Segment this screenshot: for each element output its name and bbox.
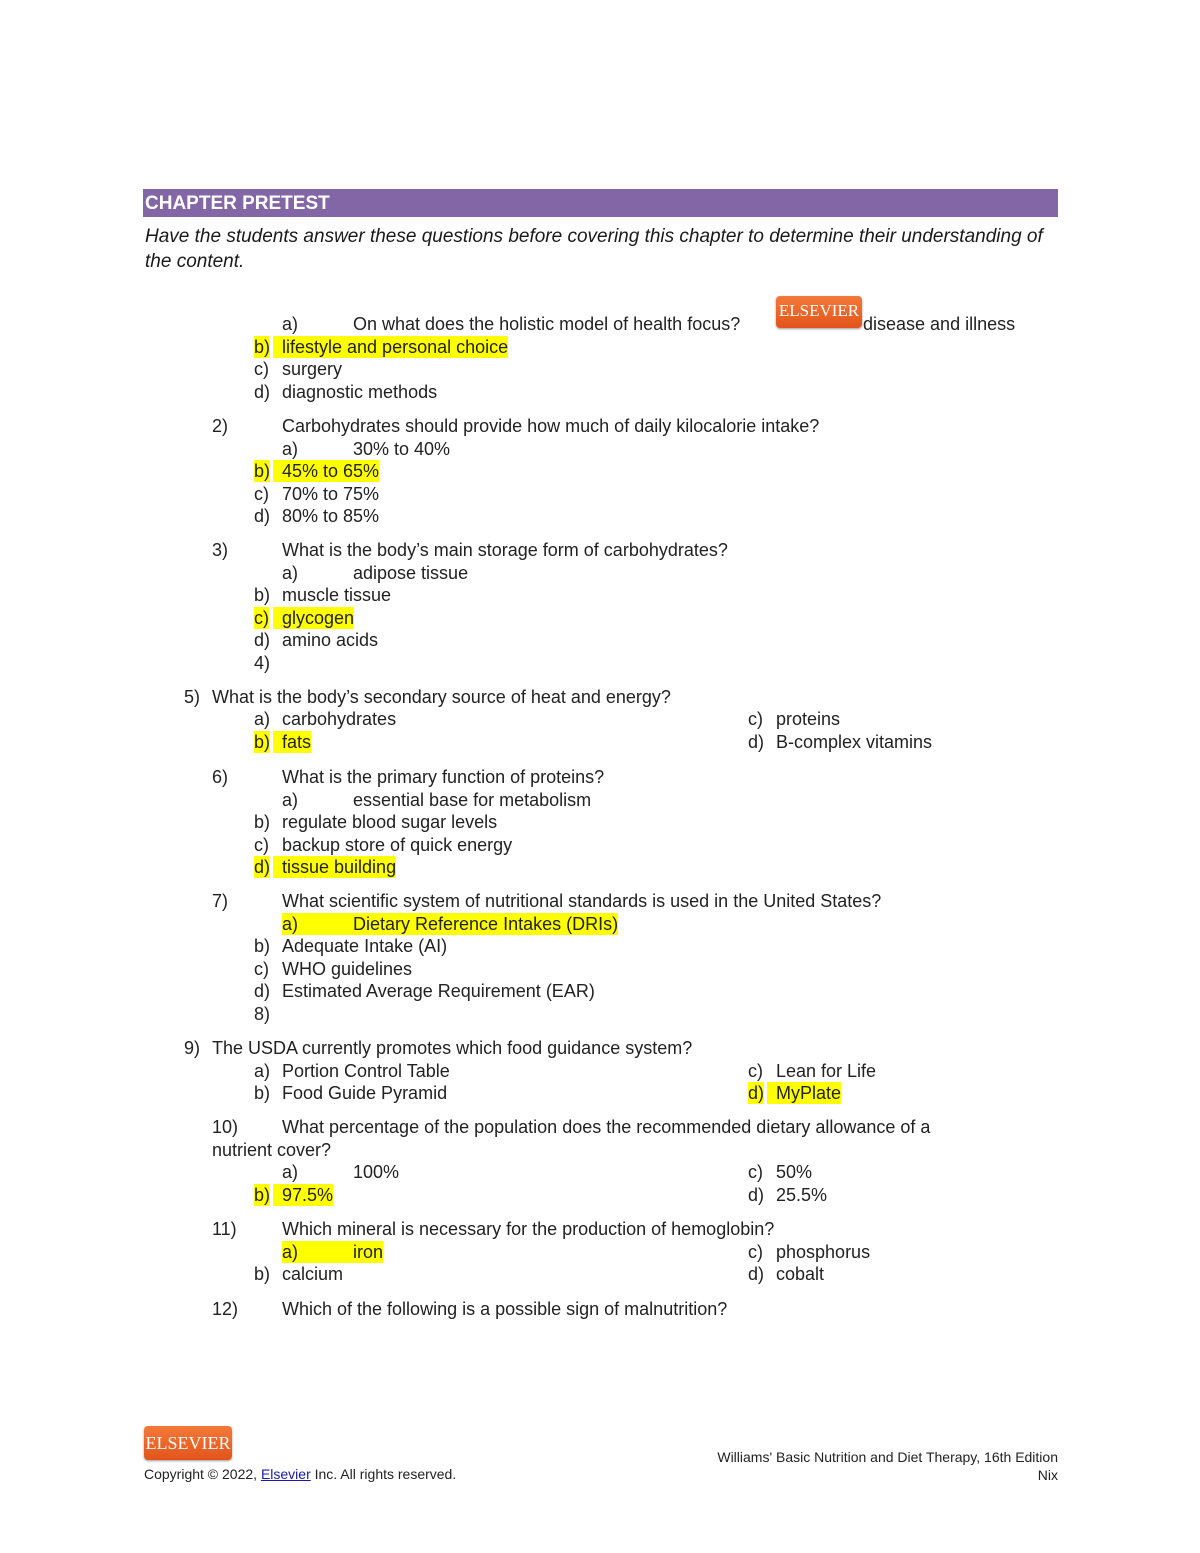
q9-option-a-label: a)	[254, 1061, 271, 1081]
q7-option-d: Estimated Average Requirement (EAR)	[282, 981, 595, 1001]
q6-option-b-label: b)	[254, 812, 271, 832]
q5-question-text: What is the body’s secondary source of heat and energy?	[212, 687, 671, 707]
q6-question-text: What is the primary function of proteins?	[282, 767, 605, 787]
q11-option-d-label: d)	[748, 1264, 765, 1284]
q7-question-text: What scientific system of nutritional standards is used in the United States?	[282, 891, 882, 911]
copyright-suffix: Inc. All rights reserved.	[310, 1466, 457, 1482]
q10-option-c: 50%	[776, 1162, 813, 1182]
q11-option-b-label: b)	[254, 1264, 271, 1284]
q10-option-b-label: b)	[254, 1185, 271, 1205]
q9-option-c-label: c)	[748, 1061, 763, 1081]
q3-question-text: What is the body’s main storage form of carbohydrates?	[282, 540, 728, 560]
q3-option-b: muscle tissue	[282, 585, 392, 605]
q10-option-a: 100%	[353, 1162, 400, 1182]
q10-option-d: 25.5%	[776, 1185, 828, 1205]
q3-option-a: adipose tissue	[353, 563, 469, 583]
q10-option-a-label: a)	[282, 1162, 299, 1182]
q9-question-text: The USDA currently promotes which food guidance system?	[212, 1038, 693, 1058]
elsevier-logo-inline: ELSEVIER	[776, 296, 862, 328]
q5-option-d: B-complex vitamins	[776, 732, 933, 752]
q1-option-a-label: a)	[282, 314, 299, 334]
q11-question-text: Which mineral is necessary for the production of hemoglobin?	[282, 1219, 775, 1239]
q1-option-c-label: c)	[254, 359, 269, 379]
q10-question-text-line1: What percentage of the population does the recommended dietary allowance of a	[282, 1117, 931, 1137]
q9-number: 9)	[184, 1038, 201, 1058]
q2-option-b-label: b)	[254, 461, 271, 481]
q9-option-b: Food Guide Pyramid	[282, 1083, 448, 1103]
q2-number: 2)	[212, 416, 229, 436]
q10-option-b: 97.5%	[273, 1184, 333, 1206]
q3-option-b-label: b)	[254, 585, 271, 605]
q3-option-c: glycogen	[273, 607, 354, 629]
q1-option-a: disease and illness	[863, 314, 1016, 334]
elsevier-link[interactable]: Elsevier	[260, 1466, 311, 1482]
q2-option-c-label: c)	[254, 484, 269, 504]
q6-option-d-label: d)	[254, 857, 271, 877]
q11-option-c: phosphorus	[776, 1242, 871, 1262]
q6-option-a: essential base for metabolism	[353, 790, 592, 810]
q5-option-c-label: c)	[748, 709, 763, 729]
q2-option-d-label: d)	[254, 506, 271, 526]
q6-option-d: tissue building	[273, 856, 396, 878]
q10-option-c-label: c)	[748, 1162, 763, 1182]
q3-option-c-label: c)	[254, 608, 269, 628]
q3-option-a-label: a)	[282, 563, 299, 583]
q7-number: 7)	[212, 891, 229, 911]
q9-option-d: MyPlate	[767, 1082, 841, 1104]
q11-option-a: iron	[353, 1242, 384, 1262]
q3-number: 3)	[212, 540, 229, 560]
q7-option-c: WHO guidelines	[282, 959, 413, 979]
q5-option-c: proteins	[776, 709, 841, 729]
q9-option-d-label: d)	[748, 1083, 765, 1103]
q1-option-d: diagnostic methods	[282, 382, 438, 402]
q1-question-text: On what does the holistic model of health focus?	[353, 314, 741, 334]
q10-option-d-label: d)	[748, 1185, 765, 1205]
q3-option-d: amino acids	[282, 630, 379, 650]
q6-option-c: backup store of quick energy	[282, 835, 513, 855]
q5-option-d-label: d)	[748, 732, 765, 752]
q9-option-b-label: b)	[254, 1083, 271, 1103]
q11-option-c-label: c)	[748, 1242, 763, 1262]
q12-question-text: Which of the following is a possible sign of malnutrition?	[282, 1299, 728, 1319]
q11-option-b: calcium	[282, 1264, 344, 1284]
q5-option-b: fats	[273, 731, 311, 753]
q7-option-c-label: c)	[254, 959, 269, 979]
q6-number: 6)	[212, 767, 229, 787]
q10-question-text-line2: nutrient cover?	[212, 1140, 332, 1160]
copyright-prefix: Copyright © 2022,	[144, 1466, 261, 1482]
q1-option-d-label: d)	[254, 382, 271, 402]
q2-question-text: Carbohydrates should provide how much of daily kilocalorie intake?	[282, 416, 820, 436]
q6-option-c-label: c)	[254, 835, 269, 855]
q5-option-a: carbohydrates	[282, 709, 397, 729]
q11-option-d: cobalt	[776, 1264, 825, 1284]
intro-text: Have the students answer these questions before covering this chapter to determine their understanding of the content.	[145, 226, 1043, 272]
q7-option-a-label: a)	[282, 913, 353, 935]
elsevier-logo-footer: ELSEVIER	[144, 1426, 232, 1460]
q9-option-c: Lean for Life	[776, 1061, 877, 1081]
q7-option-d-label: d)	[254, 981, 271, 1001]
q6-option-b: regulate blood sugar levels	[282, 812, 498, 832]
q5-option-b-label: b)	[254, 732, 271, 752]
q5-number: 5)	[184, 687, 201, 707]
q1-option-b-label: b)	[254, 337, 271, 357]
q2-option-a: 30% to 40%	[353, 439, 451, 459]
q2-option-a-label: a)	[282, 439, 299, 459]
q7-option-a: Dietary Reference Intakes (DRIs)	[353, 914, 619, 934]
q11-number: 11)	[212, 1219, 237, 1239]
q7-option-b: Adequate Intake (AI)	[282, 936, 448, 956]
q1-option-c: surgery	[282, 359, 343, 379]
q3-option-d-label: d)	[254, 630, 271, 650]
q11-option-a-label: a)	[282, 1241, 353, 1263]
q1-option-b: lifestyle and personal choice	[273, 336, 508, 358]
q8-number: 8)	[254, 1004, 271, 1024]
q2-option-b: 45% to 65%	[273, 460, 379, 482]
q6-option-a-label: a)	[282, 790, 299, 810]
q2-option-c: 70% to 75%	[282, 484, 380, 504]
q12-number: 12)	[212, 1299, 239, 1319]
chapter-pretest-header: CHAPTER PRETEST	[143, 189, 1058, 217]
copyright-line	[144, 1466, 456, 1482]
q9-option-a: Portion Control Table	[282, 1061, 450, 1081]
book-author: Nix	[1037, 1467, 1058, 1483]
q7-option-b-label: b)	[254, 936, 271, 956]
book-citation	[717, 1448, 1058, 1484]
q5-option-a-label: a)	[254, 709, 271, 729]
q2-option-d: 80% to 85%	[282, 506, 380, 526]
book-title: Williams' Basic Nutrition and Diet Therapy, 16th Edition	[717, 1449, 1058, 1465]
q10-number: 10)	[212, 1117, 239, 1137]
q4-number: 4)	[254, 653, 271, 673]
